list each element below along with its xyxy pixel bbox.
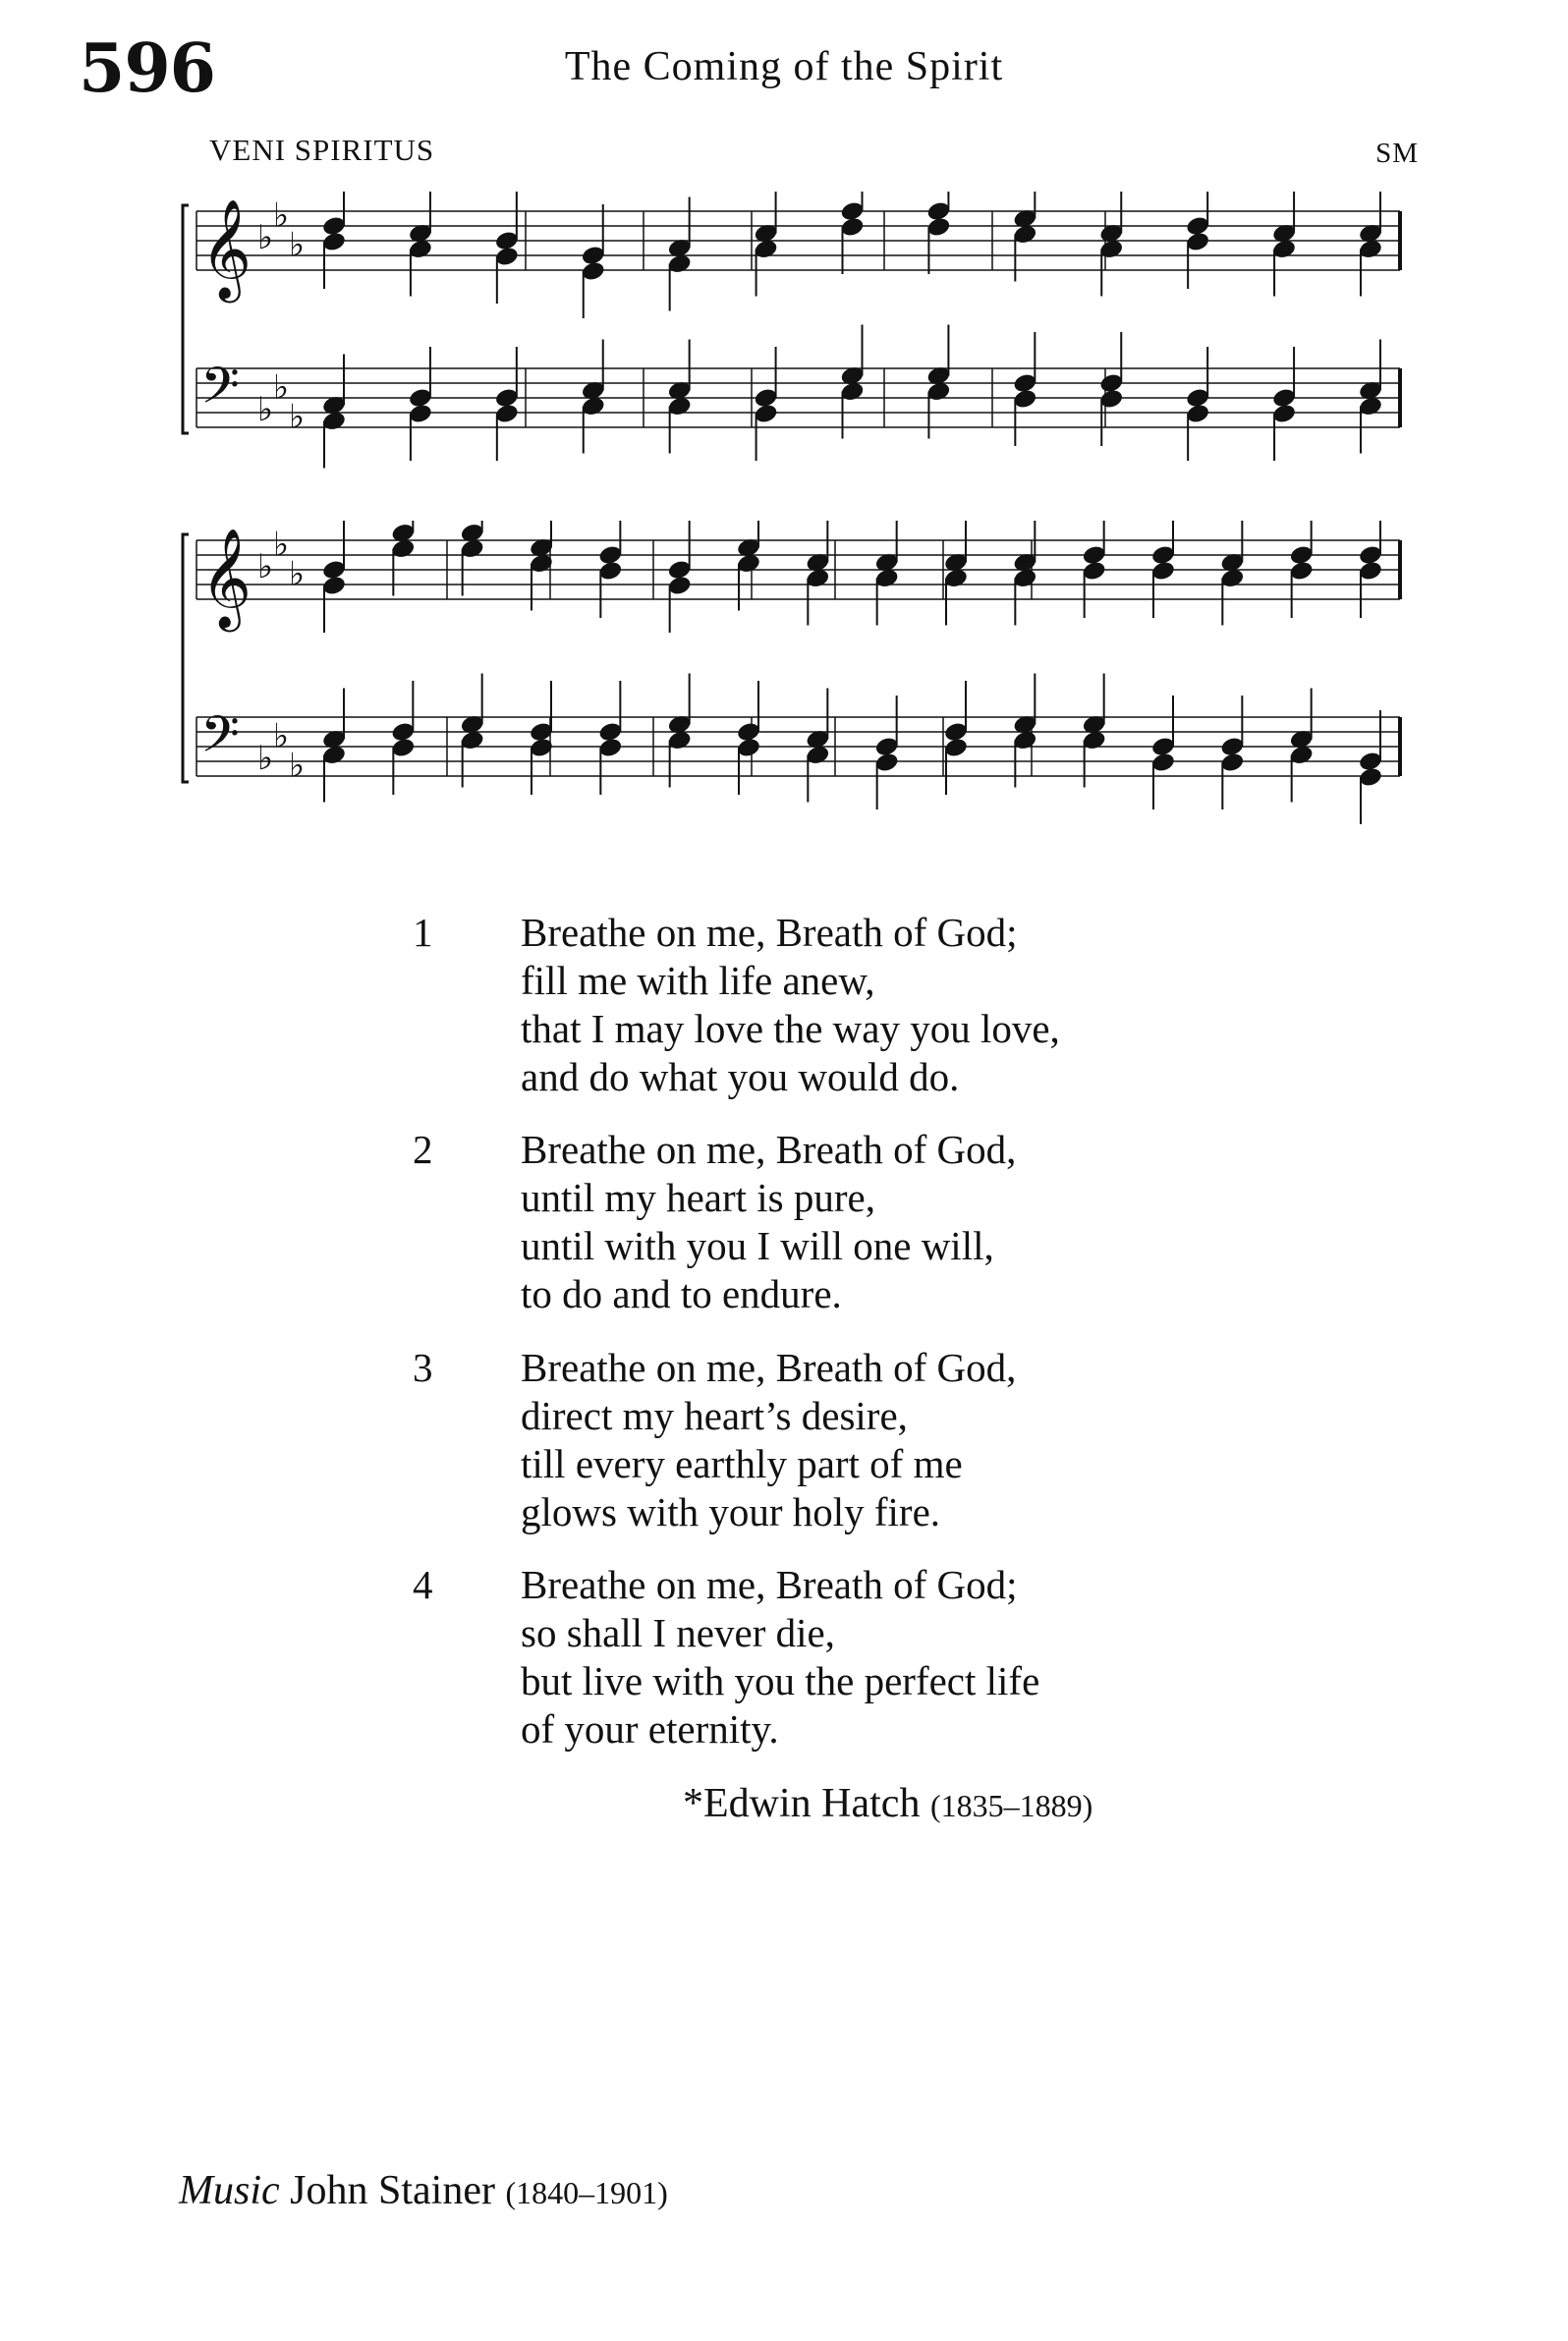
verse-line: but live with you the perfect life xyxy=(521,1658,1040,1703)
flat-icon: ♭ xyxy=(273,525,290,565)
verse-line: until my heart is pure, xyxy=(521,1175,875,1220)
verse-line: to do and to endure. xyxy=(521,1271,842,1316)
bass-clef-icon: 𝄢 xyxy=(200,356,240,427)
bass-clef-icon: 𝄢 xyxy=(200,704,240,776)
composer-name: John Stainer xyxy=(290,2168,495,2213)
verse-line: Breathe on me, Breath of God, xyxy=(521,1345,1017,1390)
verse-number: 4 xyxy=(413,1562,433,1607)
hymn-number: 596 xyxy=(79,29,215,108)
verse-line: Breathe on me, Breath of God; xyxy=(521,910,1018,955)
flat-icon: ♭ xyxy=(257,547,274,586)
meter: SM xyxy=(1375,138,1419,169)
verse-line: so shall I never die, xyxy=(521,1610,835,1655)
music-staff-svg xyxy=(177,521,1415,845)
verse-number: 3 xyxy=(413,1345,433,1390)
verse-line: fill me with life anew, xyxy=(521,958,875,1003)
flat-icon: ♭ xyxy=(257,218,274,257)
verse-number: 2 xyxy=(413,1127,433,1172)
flat-icon: ♭ xyxy=(257,390,274,429)
flat-icon: ♭ xyxy=(273,367,290,408)
verse-number: 1 xyxy=(413,910,433,955)
verse-1 xyxy=(413,909,1297,1105)
verse-line: glows with your holy fire. xyxy=(521,1489,941,1534)
music-label: Music xyxy=(179,2168,280,2213)
system-bracket xyxy=(183,534,189,782)
author-name: *Edwin Hatch xyxy=(683,1781,921,1826)
treble-clef-icon: 𝄞 xyxy=(200,527,252,628)
flat-icon: ♭ xyxy=(289,746,306,786)
verse-line: direct my heart’s desire, xyxy=(521,1393,908,1438)
section-title: The Coming of the Spirit xyxy=(564,44,1004,89)
system-bracket xyxy=(183,205,189,433)
verse-3 xyxy=(413,1344,1297,1540)
verse-4 xyxy=(413,1561,1297,1757)
verse-line: of your eternity. xyxy=(521,1706,779,1752)
flat-icon: ♭ xyxy=(273,195,290,236)
verse-2 xyxy=(413,1126,1297,1322)
verse-line: till every earthly part of me xyxy=(521,1441,963,1486)
music-attribution xyxy=(179,2167,668,2214)
flat-icon: ♭ xyxy=(289,225,306,265)
words-attribution xyxy=(683,1780,1092,1827)
flat-icon: ♭ xyxy=(257,739,274,778)
verse-line: that I may love the way you love, xyxy=(521,1006,1060,1051)
music-staff-svg xyxy=(177,192,1415,486)
treble-clef-icon: 𝄞 xyxy=(200,197,252,299)
composer-dates: (1840–1901) xyxy=(505,2175,668,2210)
author-dates: (1835–1889) xyxy=(929,1788,1093,1823)
tune-name: VENI SPIRITUS xyxy=(209,133,435,167)
music-system-2 xyxy=(177,521,1415,845)
verse-line: Breathe on me, Breath of God, xyxy=(521,1127,1017,1172)
flat-icon: ♭ xyxy=(273,716,290,756)
music-system-1 xyxy=(177,192,1415,486)
verse-line: until with you I will one will, xyxy=(521,1223,994,1268)
flat-icon: ♭ xyxy=(289,397,306,437)
verse-line: Breathe on me, Breath of God; xyxy=(521,1562,1018,1607)
verse-line: and do what you would do. xyxy=(521,1054,960,1099)
flat-icon: ♭ xyxy=(289,554,306,594)
